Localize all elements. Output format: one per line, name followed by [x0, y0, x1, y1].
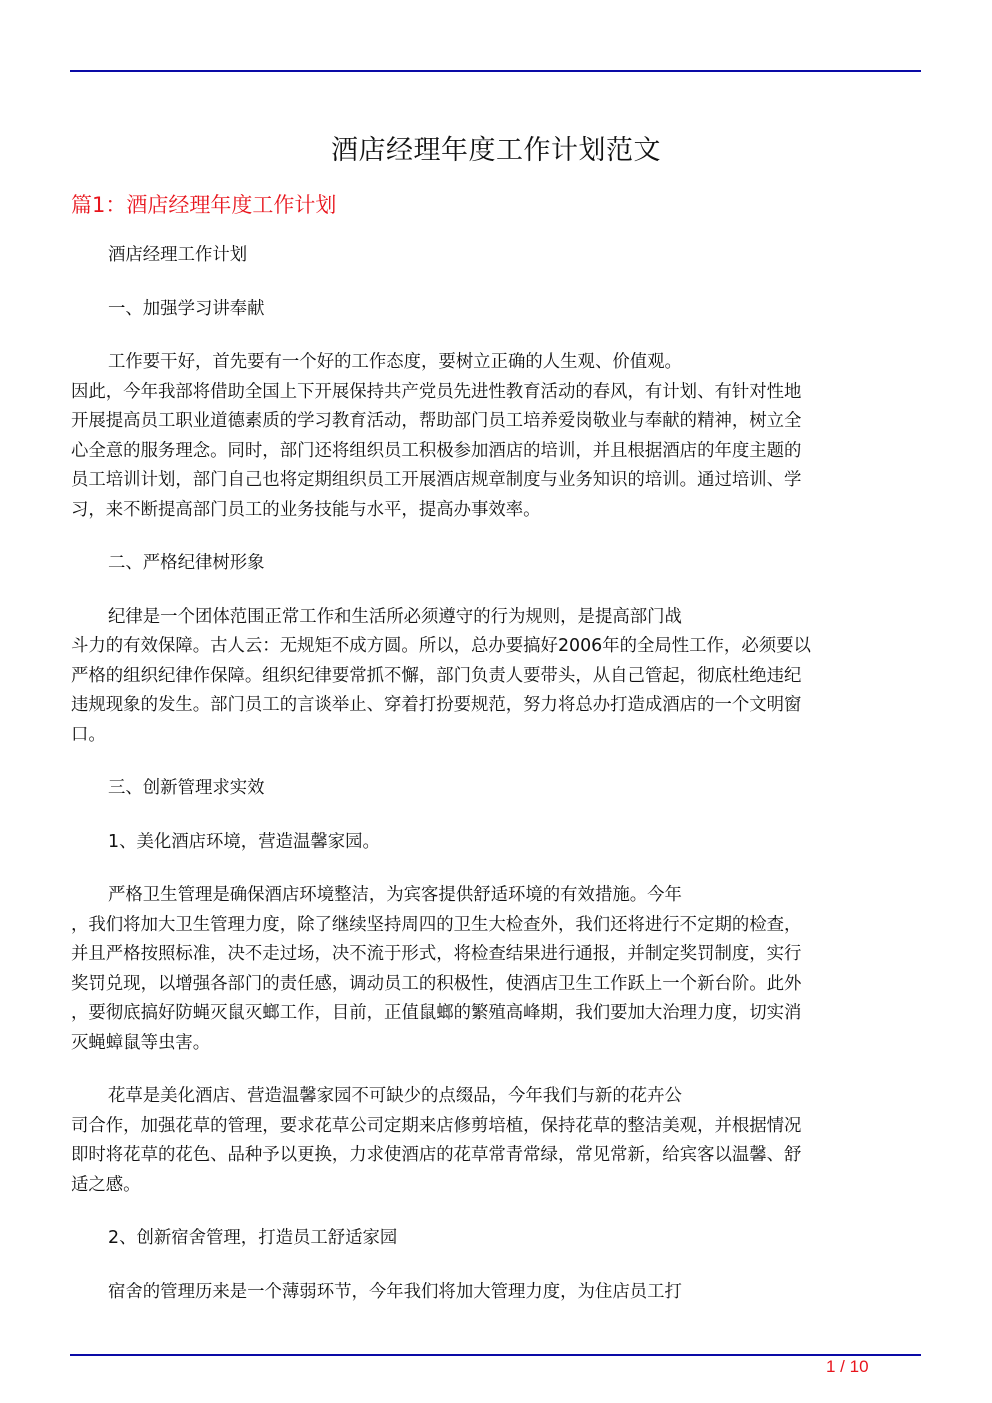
text-line: 1、美化酒店环境，营造温馨家园。 [108, 831, 380, 852]
text-line: 三、创新管理求实效 [108, 778, 265, 798]
text-line: 心全意的服务理念。同时，部门还将组织员工积极参加酒店的培训，并且根据酒店的年度主题的 [71, 440, 802, 461]
text-line: 员工培训计划，部门自己也将定期组织员工开展酒店规章制度与业务知识的培训。通过培训、学 [71, 470, 802, 490]
text-line: 习，来不断提高部门员工的业务技能与水平，提高办事效率。 [71, 499, 541, 520]
text-line: 奖罚兑现，以增强各部门的责任感，调动员工的积极性，使酒店卫生工作跃上一个新台阶。此外 [71, 973, 802, 994]
paragraph [71, 1278, 923, 1308]
page-number: 1 / 10 [826, 1357, 869, 1376]
text-line: ，我们将加大卫生管理力度，除了继续坚持周四的卫生大检查外，我们还将进行不定期的检查， [71, 914, 802, 935]
paragraph [71, 774, 923, 804]
text-line: 一、加强学习讲奉献 [108, 298, 265, 319]
text-line: 斗力的有效保障。古人云：无规矩不成方圆。所以，总办要搞好2006年的全局性工作，必须要以 [71, 636, 811, 656]
text-line: 严格的组织纪律作保障。组织纪律要常抓不懈，部门负责人要带头，从自己管起，彻底杜绝违纪 [71, 665, 802, 686]
document-body [71, 241, 923, 1331]
text-line: 因此，今年我部将借助全国上下开展保持共产党员先进性教育活动的春风，有计划、有针对性地 [71, 381, 802, 402]
paragraph [71, 828, 923, 858]
header-rule [70, 70, 921, 72]
text-line: 工作要干好，首先要有一个好的工作态度，要树立正确的人生观、价值观。 [108, 352, 682, 372]
text-line: 宿舍的管理历来是一个薄弱环节，今年我们将加大管理力度，为住店员工打 [108, 1281, 682, 1302]
section-heading: 篇1：酒店经理年度工作计划 [71, 193, 337, 217]
text-line: 适之感。 [71, 1174, 141, 1195]
text-line: 灭蝇蟑鼠等虫害。 [71, 1032, 211, 1053]
text-line: 开展提高员工职业道德素质的学习教育活动，帮助部门员工培养爱岗敬业与奉献的精神，树立全 [71, 411, 802, 431]
text-line: 即时将花草的花色、品种予以更换，力求使酒店的花草常青常绿，常见常新，给宾客以温馨、舒 [71, 1145, 802, 1165]
paragraph [71, 348, 923, 525]
text-line: 纪律是一个团体范围正常工作和生活所必须遵守的行为规则，是提高部门战 [108, 606, 682, 627]
text-line: 酒店经理工作计划 [108, 245, 248, 265]
text-line: ，要彻底搞好防蝇灭鼠灭螂工作，目前，正值鼠螂的繁殖高峰期，我们要加大治理力度，切实消 [71, 1003, 802, 1023]
text-line: 2、创新宿舍管理，打造员工舒适家园 [108, 1228, 398, 1248]
text-line: 并且严格按照标准，决不走过场，决不流于形式，将检查结果进行通报，并制定奖罚制度，实行 [71, 944, 802, 964]
document-title: 酒店经理年度工作计划范文 [331, 135, 661, 166]
paragraph [71, 1224, 923, 1254]
paragraph [71, 549, 923, 579]
paragraph [71, 295, 923, 325]
text-line: 二、严格纪律树形象 [108, 553, 265, 573]
paragraph [71, 1082, 923, 1200]
text-line: 严格卫生管理是确保酒店环境整洁，为宾客提供舒适环境的有效措施。今年 [108, 885, 682, 905]
text-line: 花草是美化酒店、营造温馨家园不可缺少的点缀品，今年我们与新的花卉公 [108, 1086, 682, 1106]
paragraph [71, 241, 923, 271]
text-line: 违规现象的发生。部门员工的言谈举止、穿着打扮要规范，努力将总办打造成酒店的一个文明窗 [71, 695, 802, 715]
text-line: 口。 [71, 724, 106, 745]
footer-rule [70, 1354, 921, 1356]
paragraph [71, 881, 923, 1058]
paragraph [71, 603, 923, 751]
text-line: 司合作，加强花草的管理，要求花草公司定期来店修剪培植，保持花草的整洁美观，并根据情况 [71, 1115, 802, 1136]
